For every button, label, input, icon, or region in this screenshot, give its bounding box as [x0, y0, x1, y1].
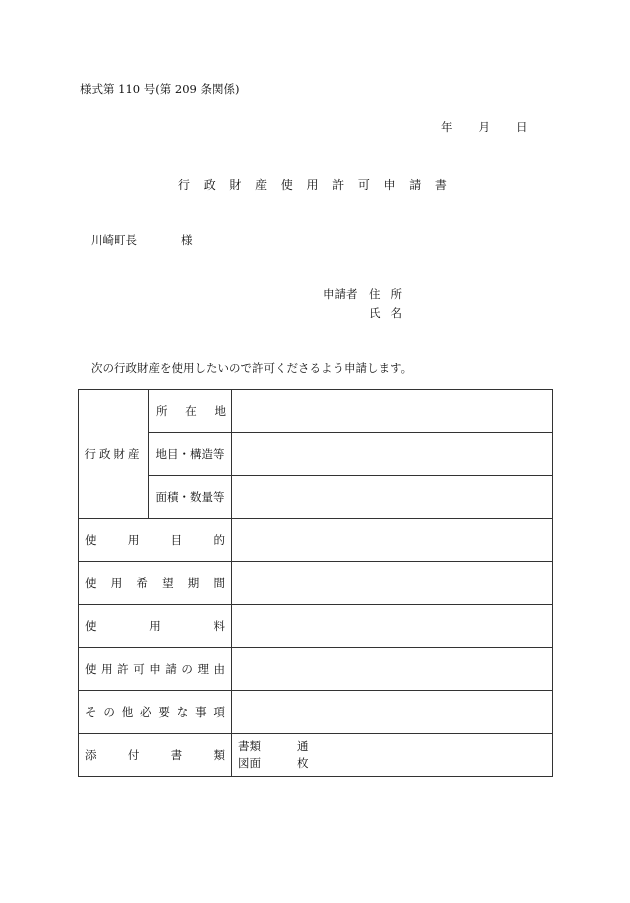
purpose-field[interactable] [232, 519, 553, 562]
attachments-label: 添 付 書 類 [79, 734, 232, 777]
title-char: 申 [383, 178, 396, 192]
reason-label: 使 用 許 可 申 請 の 理 由 [79, 648, 232, 691]
fee-field[interactable] [232, 605, 553, 648]
structure-field[interactable] [232, 433, 553, 476]
title-char: 用 [306, 178, 319, 192]
title-char: 書 [434, 178, 447, 192]
intro-text: 次の行政財産を使用したいので許可くださるよう申請します。 [91, 361, 413, 375]
title-char: 政 [203, 178, 216, 192]
date-month: 月 [478, 120, 490, 134]
attachment-drawings: 図面 枚 [238, 756, 309, 770]
fee-label: 使 用 料 [79, 605, 232, 648]
period-field[interactable] [232, 562, 553, 605]
applicant-block [323, 286, 402, 324]
applicant-name-label: 名 [390, 306, 402, 320]
table-row [79, 476, 553, 519]
area-field[interactable] [232, 476, 553, 519]
document-title [178, 176, 461, 193]
structure-label: 地目・構造等 [149, 433, 232, 476]
table-row [79, 390, 553, 433]
table-row [79, 605, 553, 648]
property-group-label: 行政財産 [79, 390, 149, 519]
location-field[interactable] [232, 390, 553, 433]
other-label: そ の 他 必 要 な 事 項 [79, 691, 232, 734]
title-char: 使 [280, 178, 293, 192]
application-table [78, 389, 553, 777]
addressee-name: 川崎町長 [91, 233, 137, 247]
purpose-label: 使 用 目 的 [79, 519, 232, 562]
table-row [79, 691, 553, 734]
title-char: 行 [178, 178, 191, 192]
date-day: 日 [516, 120, 528, 134]
area-label: 面積・数量等 [149, 476, 232, 519]
applicant-name-label: 氏 [369, 306, 381, 320]
title-char: 許 [332, 178, 345, 192]
date-line [441, 119, 528, 135]
table-row [79, 519, 553, 562]
table-row [79, 648, 553, 691]
title-char: 産 [255, 178, 268, 192]
attachments-field[interactable] [232, 734, 553, 777]
title-char: 可 [357, 178, 370, 192]
table-row [79, 433, 553, 476]
title-char: 財 [229, 178, 242, 192]
applicant-address-label: 所 [390, 287, 402, 301]
period-label: 使 用 希 望 期 間 [79, 562, 232, 605]
attachment-documents: 書類 通 [238, 739, 309, 753]
table-row [79, 734, 553, 777]
date-year: 年 [441, 120, 453, 134]
applicant-label: 申請者 [323, 287, 358, 301]
addressee-honorific: 様 [181, 233, 193, 247]
addressee [91, 232, 193, 248]
form-number: 様式第 110 号(第 209 条関係) [80, 82, 240, 96]
applicant-address-label: 住 [369, 287, 381, 301]
title-char: 請 [409, 178, 422, 192]
reason-field[interactable] [232, 648, 553, 691]
other-field[interactable] [232, 691, 553, 734]
table-row [79, 562, 553, 605]
location-label: 所 在 地 [149, 390, 232, 433]
